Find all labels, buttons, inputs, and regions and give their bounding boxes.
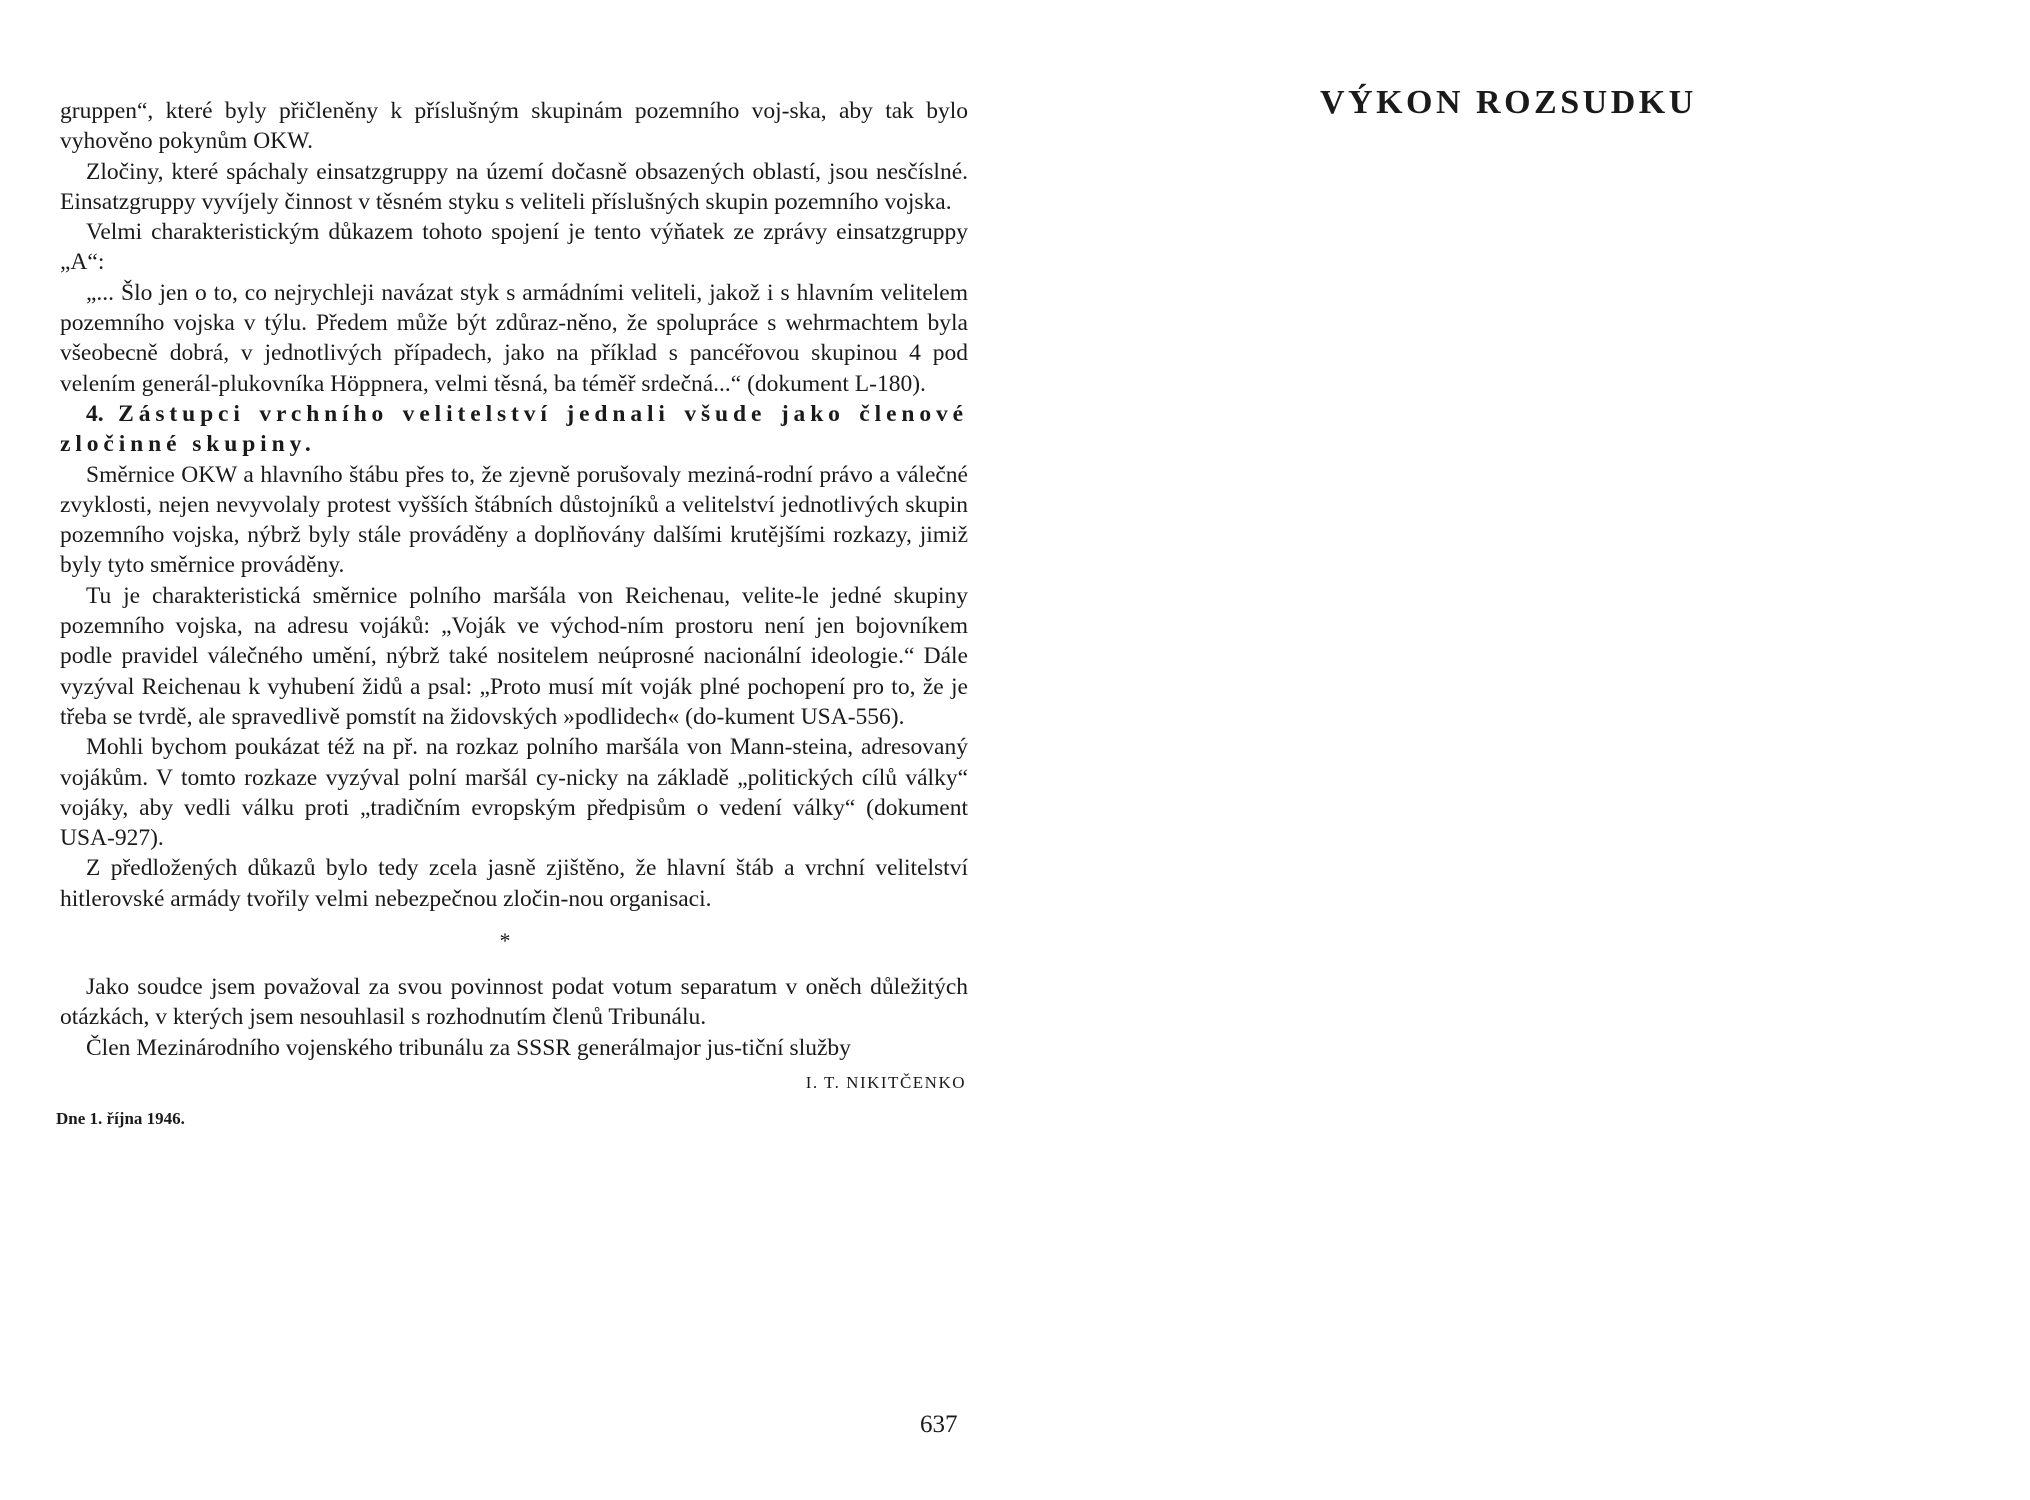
running-head: VÝKON ROZSUDKU [1320, 84, 1697, 121]
paragraph-5: Směrnice OKW a hlavního štábu přes to, že zjevně porušovaly meziná-rodní právo a válečné zvyklosti, nejen nevyvolaly protest vyšších štábních důstojníků a velitelství jednotlivých skupin pozemního vojska, nýbrž byly stále prováděny a doplňovány dalšími krutějšími rozkazy, jimiž byly tyto směrnice prováděny. [60, 461, 968, 579]
closing-paragraph-1: Jako soudce jsem považoval za svou povinnost podat votum separatum v oněch důležitých otázkách, v kterých jsem nesouhlasil s rozhodnutím členů Tribunálu. [60, 974, 968, 1031]
section-separator: * [499, 928, 511, 954]
quote-paragraph: „... Šlo jen o to, co nejrychleji navázat styk s armádními veliteli, jakož i s hlavním velitelem pozemního vojska v týlu. Předem může být zdůraz-něno, že spolupráce s wehrmachtem byla všeobecně dobrá, v jednotlivých případech, jako na příklad s pancéřovou skupinou 4 pod velením generál-plukovníka Höppnera, velmi těsná, ba téměř srdečná...“ (dokument L-180). [60, 279, 968, 397]
section-number: 4. [86, 400, 104, 427]
paragraph-2: Zločiny, které spáchaly einsatzgruppy na území dočasně obsazených oblastí, jsou nesčíslné. Einsatzgruppy vyvíjely činnost v těsném styku s veliteli příslušných skupin pozemního vojska. [60, 158, 968, 215]
page-number: 637 [920, 1411, 958, 1438]
section-heading-text: Zástupci vrchního velitelství jednali všude jako členové zločinné skupiny. [60, 400, 968, 458]
paragraph-3: Velmi charakteristickým důkazem tohoto spojení je tento výňatek ze zprávy einsatzgruppy „A“: [60, 219, 968, 276]
paragraph-1: gruppen“, které byly přičleněny k příslušným skupinám pozemního voj-ska, aby tak bylo vyhověno pokynům OKW. [60, 98, 968, 155]
date-line: Dne 1. října 1946. [56, 1108, 185, 1128]
closing-paragraph-2: Člen Mezinárodního vojenského tribunálu za SSSR generálmajor jus-tiční služby [86, 1034, 851, 1061]
paragraph-6: Tu je charakteristická směrnice polního maršála von Reichenau, velite-le jedné skupiny pozemního vojska, na adresu vojáků: „Voják ve východ-ním prostoru není jen bojovníkem podle pravidel válečného umění, nýbrž také nositelem neúprosné nacionální ideologie.“ Dále vyzýval Reichenau k vyhubení židů a psal: „Proto musí mít voják plné pochopení pro to, že je třeba se tvrdě, ale spravedlivě pomstít na židovských »podlidech« (do-kument USA-556). [60, 582, 968, 730]
signature: I. T. NIKITČENKO [805, 1072, 966, 1092]
section-heading [60, 399, 968, 460]
paragraph-7: Mohli bychom poukázat též na př. na rozkaz polního maršála von Mann-steina, adresovaný vojákům. V tomto rozkaze vyzýval polní maršál cy-nicky na základě „politických cílů války“ vojáky, aby vedli válku proti „tradičním evropským předpisům o vedení války“ (dokument USA-927). [60, 734, 968, 852]
paragraph-8: Z předložených důkazů bylo tedy zcela jasně zjištěno, že hlavní štáb a vrchní velitelství hitlerovské armády tvořily velmi nebezpečnou zločin-nou organisaci. [60, 855, 968, 912]
left-page [56, 96, 968, 1129]
